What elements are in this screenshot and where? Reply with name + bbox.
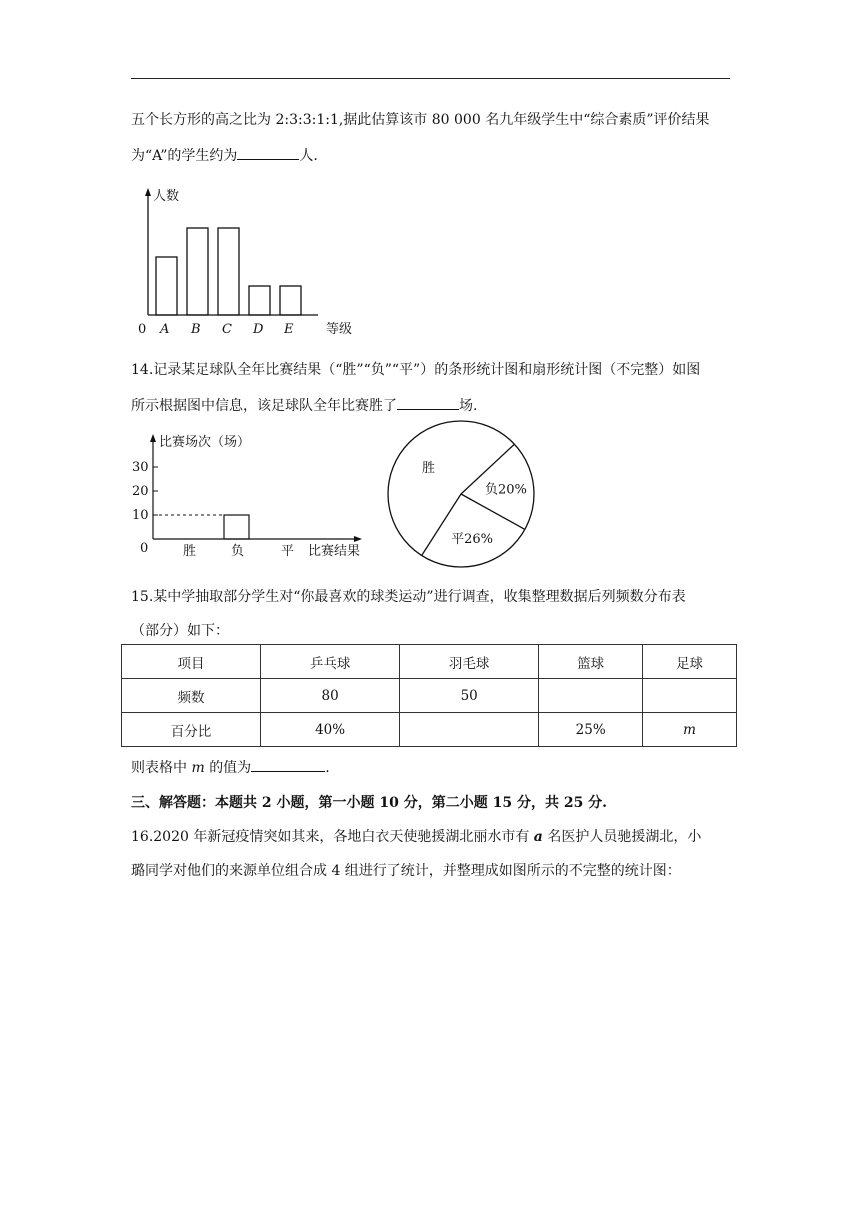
q15-after-mid: 的值为 (209, 760, 252, 776)
table-header-row (122, 645, 737, 679)
category-label: E (284, 322, 294, 337)
q14-line2-post: 场. (459, 398, 478, 414)
y-tick-label: 10 (132, 508, 149, 523)
frequency-table (121, 644, 737, 747)
histogram-bar (249, 286, 270, 315)
table-header-cell: 羽毛球 (400, 645, 539, 679)
q13-line2-pre: 为“A”的学生约为 (131, 148, 238, 164)
category-label: B (191, 322, 201, 337)
q15-line1: 15.某中学抽取部分学生对“你最喜欢的球类运动”进行调查，收集整理数据后列频数分布表 (131, 589, 686, 605)
table-cell: 25% (539, 713, 643, 747)
answer-blank-13[interactable] (237, 145, 299, 160)
table-header-cell: 乒乓球 (261, 645, 400, 679)
table-row (122, 679, 737, 713)
table-cell: 40% (261, 713, 400, 747)
table-cell: 百分比 (122, 713, 261, 747)
match-bar-chart (128, 428, 378, 566)
y-axis-label: 人数 (153, 189, 180, 204)
q13-line1: 五个长方形的高之比为 2:3:3:1:1,据此估算该市 80 000 名九年级学生中“综合素质”评价结果 (131, 112, 710, 128)
x-axis-label: 等级 (326, 322, 353, 337)
header-rule (131, 78, 730, 79)
category-label: 平 (281, 544, 295, 559)
bar (224, 515, 249, 539)
q15-line2: （部分）如下： (131, 623, 229, 639)
x-axis-arrow (354, 536, 362, 542)
q16-line1 (131, 819, 731, 855)
histogram-bar (156, 257, 177, 315)
histogram-bar (218, 228, 239, 315)
table-row (122, 713, 737, 747)
histogram-bar (187, 228, 208, 315)
table-cell: 频数 (122, 679, 261, 713)
section-heading: 三、解答题：本题共 2 小题，第一小题 10 分，第二小题 15 分，共 25 分. (131, 795, 608, 811)
table-cell (539, 679, 643, 713)
q16-line2: 璐同学对他们的来源单位组合成 4 组进行了统计，并整理成如图所示的不完整的统计图： (131, 863, 681, 879)
q15-after-post: . (325, 760, 330, 776)
q16-line1-pre: 16.2020 年新冠疫情突如其来，各地白衣天使驰援湖北丽水市有 (131, 829, 530, 845)
table-cell: m (643, 713, 737, 747)
table-header-cell: 足球 (643, 645, 737, 679)
q14-line2-pre: 所示根据图中信息，该足球队全年比赛胜了 (131, 398, 397, 414)
pie-slice-label: 胜 (421, 460, 435, 476)
table-cell: 80 (261, 679, 400, 713)
q13-line2 (131, 138, 731, 174)
y-axis-label: 比赛场次（场） (159, 435, 251, 450)
pie-slice-label: 平26% (451, 531, 494, 547)
category-label: 负 (231, 544, 245, 559)
y-axis-arrow (150, 434, 156, 442)
origin-label: 0 (138, 322, 147, 337)
category-label: C (222, 322, 232, 337)
category-label: D (253, 322, 264, 337)
answer-blank-15[interactable] (251, 757, 325, 772)
q15-answer-line (131, 750, 731, 786)
y-axis-arrow (145, 188, 151, 196)
q16-line1-post: 名医护人员驰援湖北，小 (547, 829, 702, 845)
answer-blank-14[interactable] (397, 395, 459, 410)
origin-label: 0 (140, 541, 149, 556)
histogram-bar (280, 286, 301, 315)
table-cell (643, 679, 737, 713)
pie-slice-boundary (461, 494, 525, 529)
variable-a: a (533, 829, 543, 845)
q13-line2-post: 人. (299, 148, 318, 164)
table-cell (400, 713, 539, 747)
y-tick-label: 20 (132, 484, 149, 499)
q14-line1: 14.记录某足球队全年比赛结果（“胜”“负”“平”）的条形统计图和扇形统计图（不完整）如图 (131, 362, 701, 378)
histogram-figure (128, 180, 378, 340)
q15-after-pre: 则表格中 (131, 760, 187, 776)
pie-slice-label: 负20% (484, 482, 527, 498)
y-tick-label: 30 (132, 460, 149, 475)
table-header-cell: 篮球 (539, 645, 643, 679)
table-cell: 50 (400, 679, 539, 713)
table-header-cell: 项目 (122, 645, 261, 679)
x-axis-label: 比赛结果 (308, 544, 361, 559)
match-pie-chart (385, 412, 545, 572)
category-label: A (160, 322, 170, 337)
variable-m: m (191, 760, 205, 776)
category-label: 胜 (183, 544, 197, 559)
